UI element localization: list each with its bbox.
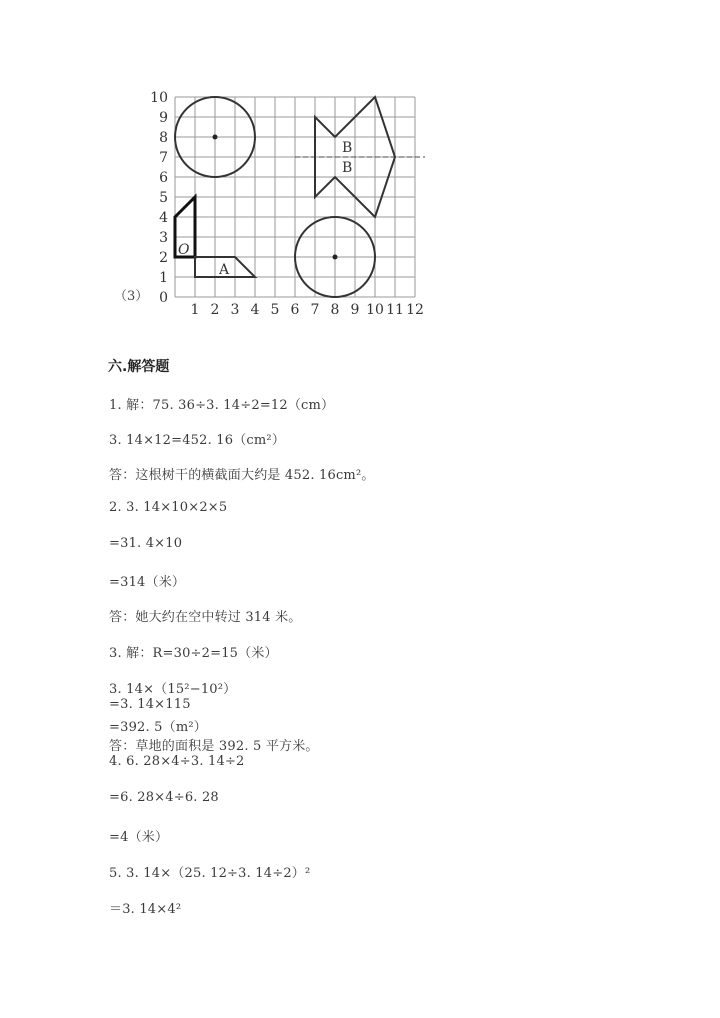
svg-text:8: 8 xyxy=(330,302,340,318)
label-a: A xyxy=(219,262,230,278)
answer-line-12: 答：草地的面积是 392. 5 平方米。 xyxy=(109,739,319,754)
answer-line-10: =3. 14×115 xyxy=(109,697,191,712)
answer-line-1: 1. 解：75. 36÷3. 14÷2=12（cm） xyxy=(109,398,335,413)
svg-text:5: 5 xyxy=(159,190,168,206)
answer-line-15: =4（米） xyxy=(109,830,169,845)
svg-text:2: 2 xyxy=(159,250,168,266)
grid-lines xyxy=(175,97,415,297)
svg-text:12: 12 xyxy=(406,302,424,318)
section-title: 六.解答题 xyxy=(108,359,170,375)
svg-text:2: 2 xyxy=(210,302,220,318)
svg-text:6: 6 xyxy=(159,170,168,186)
answer-line-9: 3. 14×（15²−10²） xyxy=(109,682,237,697)
svg-text:4: 4 xyxy=(250,302,260,318)
svg-text:11: 11 xyxy=(386,302,404,318)
svg-text:4: 4 xyxy=(159,210,168,226)
svg-text:10: 10 xyxy=(150,90,168,106)
svg-text:1: 1 xyxy=(190,302,200,318)
svg-text:8: 8 xyxy=(159,130,168,146)
svg-text:3: 3 xyxy=(159,230,168,246)
answer-line-5: =31. 4×10 xyxy=(109,536,183,551)
answer-line-11: =392. 5（m²） xyxy=(109,720,207,735)
svg-text:7: 7 xyxy=(159,150,168,166)
answer-line-13: 4. 6. 28×4÷3. 14÷2 xyxy=(109,754,245,769)
label-o: O xyxy=(178,242,190,258)
answer-line-7: 答：她大约在空中转过 314 米。 xyxy=(109,610,302,625)
svg-text:6: 6 xyxy=(290,302,300,318)
answer-line-4: 2. 3. 14×10×2×5 xyxy=(109,500,228,515)
svg-text:9: 9 xyxy=(350,302,360,318)
answer-line-8: 3. 解：R=30÷2=15（米） xyxy=(109,646,278,661)
svg-text:9: 9 xyxy=(159,110,168,126)
circle-top-center xyxy=(213,135,218,140)
answer-line-14: =6. 28×4÷6. 28 xyxy=(109,790,219,805)
label-b-bottom: B xyxy=(342,160,353,176)
grid-svg xyxy=(100,85,440,325)
circle-bottom-center xyxy=(333,255,338,260)
answer-line-3: 答：这根树干的横截面大约是 452. 16cm²。 xyxy=(109,468,375,483)
answer-line-2: 3. 14×12=452. 16（cm²） xyxy=(109,433,286,448)
svg-text:3: 3 xyxy=(230,302,240,318)
svg-text:5: 5 xyxy=(270,302,280,318)
answer-line-6: =314（米） xyxy=(109,575,186,590)
svg-text:1: 1 xyxy=(159,270,168,286)
coordinate-grid-figure xyxy=(100,85,440,325)
answer-line-17: ＝3. 14×4² xyxy=(109,902,182,917)
x-axis-labels xyxy=(191,302,424,318)
label-b-top: B xyxy=(342,140,353,156)
answer-line-16: 5. 3. 14×（25. 12÷3. 14÷2）² xyxy=(109,866,311,881)
svg-text:10: 10 xyxy=(366,302,384,318)
svg-text:7: 7 xyxy=(310,302,320,318)
svg-text:0: 0 xyxy=(159,290,168,306)
figure-number-label: （3） xyxy=(114,289,149,304)
y-axis-labels xyxy=(150,90,168,306)
